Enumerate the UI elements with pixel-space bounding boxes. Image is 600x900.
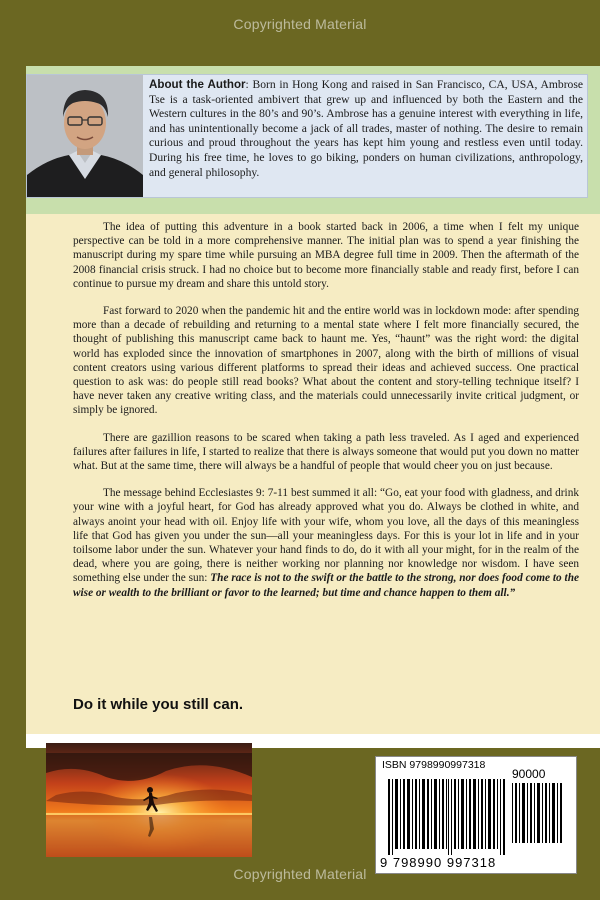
story-box: [26, 214, 600, 734]
scripture-text: The message behind Ecclesiastes 9: 7-11 best summed it all: “Go, eat your food with gladness, and drink your wine with a joyful heart, for God has already approved what you do. Always be clothed in white, and always anoint your head with oil. Enjoy life with your wife, whom you love, all the days of this meaningless life that God has given you under the sun—all your meaningless days. For this is your lot in life and in your toilsome labor under the sun. Whatever your hand finds to do, do it with all your might, for in the realm of the dead, where you are going, there is neither working nor planning nor knowledge nor wisdom. I have seen something else under the sun:: [73, 487, 579, 585]
sunset-runner-image: [46, 743, 252, 857]
author-bio-text: : Born in Hong Kong and raised in San Francisco, CA, USA, Ambrose Tse is a task-oriented ambivert that grew up and influenced by both the Eastern and the Western cultures in the 80’s and 90’s. Ambrose has a genuine interest with everything in life, and has unintentionally become a jack of all trades, master of nothing. The desire to remain curious and proud throughout the years has kept him young and restless even until today. During his free time, he loves to go biking, ponders on human civilizations, anthropology, and general philosophy.: [149, 78, 584, 179]
author-bio: [149, 78, 583, 180]
isbn-digits: 9 798990 997318: [380, 855, 497, 870]
about-author-box: [26, 74, 588, 198]
story-text: [73, 220, 579, 613]
story-paragraph-1: The idea of putting this adventure in a book started back in 2006, a time when I felt my unique perspective can be told in a more comprehensive manner. The initial plan was to spend a year finishing the manuscript during my spare time while pursuing an MBA degree full time in 2009. Then the aftermath of the 2008 financial crisis struck. I had no choice but to become more financially stable and ready first, before I can continue to pursue my dream and share this untold story.: [73, 221, 579, 290]
price-code: 90000: [512, 767, 546, 781]
story-paragraph-4: [73, 486, 579, 600]
author-photo: [27, 75, 143, 197]
tagline: Do it while you still can.: [73, 696, 244, 713]
isbn-barcode: [375, 756, 577, 874]
author-heading: About the Author: [149, 78, 246, 91]
watermark-top: Copyrighted Material: [233, 16, 367, 32]
isbn-label: ISBN 9798990997318: [382, 759, 486, 771]
watermark-bottom: Copyrighted Material: [233, 866, 367, 882]
story-paragraph-3: There are gazillion reasons to be scared when taking a path less traveled. As I aged and experienced failures after failures in life, I started to realize that there is always someone that would put you down no matter what. But at the same time, there will always be a handful of people that would cheer you on just because.: [73, 431, 579, 473]
back-cover-panel: [26, 66, 600, 734]
barcode-bars: [384, 779, 570, 857]
story-paragraph-2: Fast forward to 2020 when the pandemic hit and the entire world was in lockdown mode: after spending more than a decade of rebuilding and returning to a mental state where I felt more financially secured, the thought of publishing this manuscript came back to haunt me. Yes, “haunt” was the right word: the digital world has exploded since the innovation of smartphones in 2007, along with the birth of millions of visual content creators using various different platforms to spread their ideas and achieved success. One practical question to ask was: do people still read books? What about the content and story-telling technique itself? I have never taken any creative writing class, and the materials could unnecessarily invite critical judgment, or simply be ignored.: [73, 305, 579, 417]
scripture-quote: The race is not to the swift or the battle to the strong, nor does food come to the wise or wealth to the brilliant or favor to the learned; but time and chance happen to them all.”: [73, 572, 579, 599]
